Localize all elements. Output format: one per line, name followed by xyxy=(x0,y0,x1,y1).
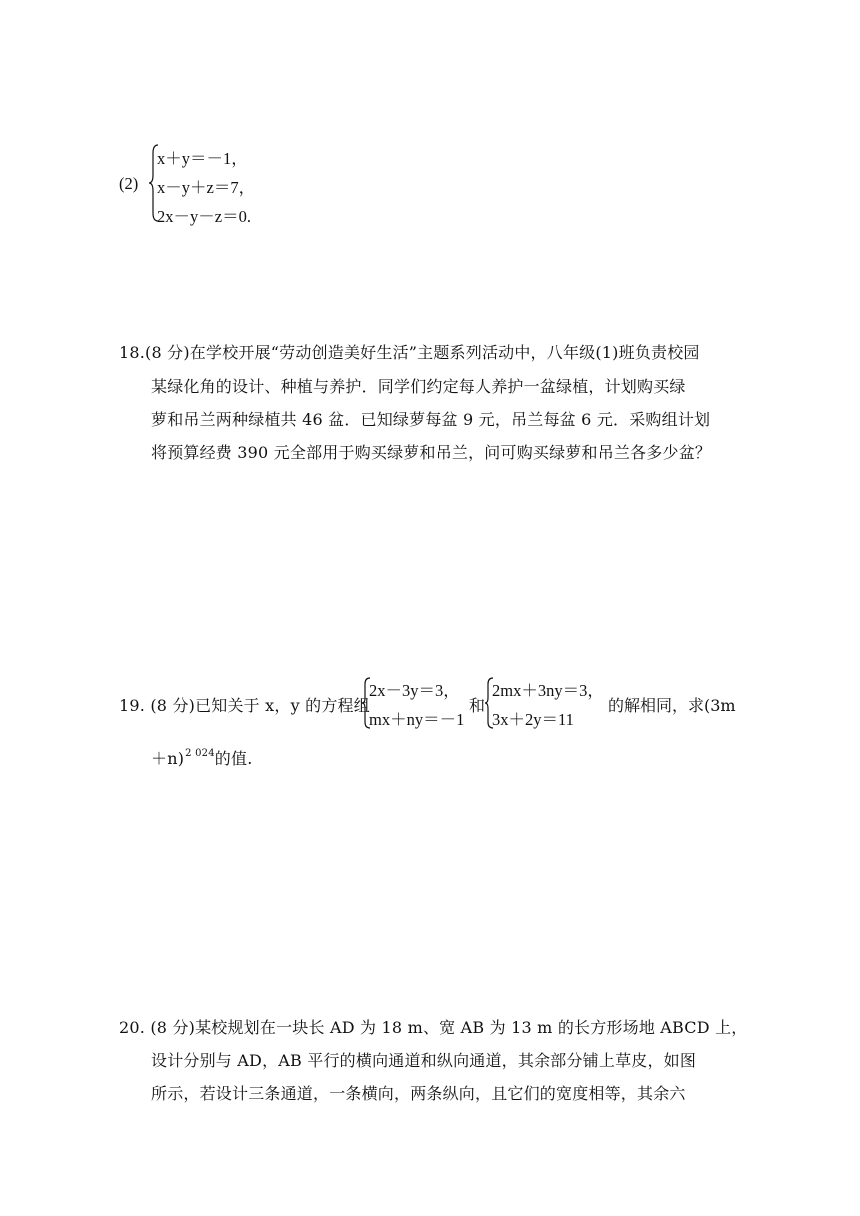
q19-prefix: 19. (8 分)已知关于 x，y 的方程组 xyxy=(119,696,370,715)
q18-line4: 将预算经费 390 元全部用于购买绿萝和吊兰，问可购买绿萝和吊兰各多少盆？ xyxy=(151,443,712,462)
q19-line2-rest: 的值. xyxy=(214,749,253,768)
q20-line3: 所示，若设计三条通道，一条横向，两条纵向，且它们的宽度相等，其余六 xyxy=(151,1084,686,1103)
q18-line3: 萝和吊兰两种绿植共 46 盆．已知绿萝每盆 9 元，吊兰每盆 6 元．采购组计划 xyxy=(151,410,711,429)
q20-line1: 20. (8 分)某校规划在一块长 AD 为 18 m、宽 AB 为 13 m 的长方形场地 ABCD 上， xyxy=(119,1018,748,1037)
q19-line2 xyxy=(151,746,252,769)
q19-sys1-eq2: mx＋ny＝－1 xyxy=(369,710,465,729)
q19-connector: 和 xyxy=(469,696,486,715)
q19-suffix: 的解相同，求(3m xyxy=(608,696,736,715)
q17-eq1: x＋y＝－1， xyxy=(157,149,248,168)
q19-sys2-eq2: 3x＋2y＝11 xyxy=(492,710,574,729)
q18-line2: 某绿化角的设计、种植与养护．同学们约定每人养护一盆绿植，计划购买绿 xyxy=(151,377,686,396)
q20-line2: 设计分别与 AD，AB 平行的横向通道和纵向通道，其余部分铺上草皮，如图 xyxy=(151,1051,697,1070)
q17-eq3: 2x－y－z＝0. xyxy=(157,207,251,226)
q19-sys1-eq1: 2x－3y＝3， xyxy=(369,681,460,700)
q18-line1: 18.(8 分)在学校开展“劳动创造美好生活”主题系列活动中，八年级(1)班负责校园 xyxy=(119,343,700,362)
q19-line2-base: ＋n) xyxy=(151,749,185,768)
q17-part2-label: (2) xyxy=(119,174,139,193)
q19-sys2-eq1: 2mx＋3ny＝3， xyxy=(492,681,604,700)
q19-exponent: 2 024 xyxy=(185,748,215,759)
q17-eq2: x－y＋z＝7， xyxy=(157,178,256,197)
